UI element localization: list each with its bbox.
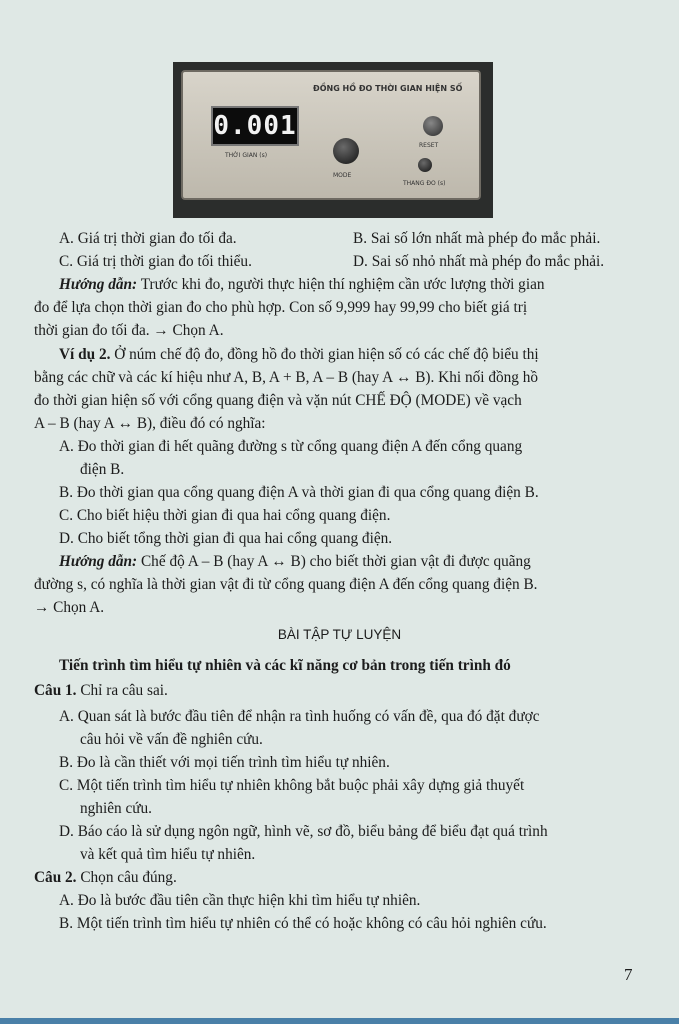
guide-text: Chế độ A – B (hay A ↔ B) cho biết thời gian vật đi được quãng: [137, 553, 531, 570]
example-text: Ở núm chế độ đo, đồng hồ đo thời gian hiện số có các chế độ biểu thị: [110, 346, 539, 363]
example-2-line-2: bằng các chữ và các kí hiệu như A, B, A + B, A – B (hay A ↔ B). Khi nối đồng hồ: [34, 369, 539, 386]
option-a: A. Giá trị thời gian đo tối đa.: [59, 230, 237, 247]
question-label: Câu 2.: [34, 869, 77, 886]
question-2-option-b: B. Một tiến trình tìm hiểu tự nhiên có thể có hoặc không có câu hỏi nghiên cứu.: [59, 915, 547, 932]
guide-1-line-1: [59, 274, 545, 295]
guide-2-line-1: [59, 551, 531, 572]
question-1-option-c-2: nghiên cứu.: [80, 800, 153, 817]
guide-label: Hướng dẫn:: [59, 553, 138, 570]
timer-display: 0.001: [211, 106, 299, 146]
guide-2-line-2: đường s, có nghĩa là thời gian vật đi từ cổng quang điện A đến cổng quang điện B.: [34, 576, 538, 593]
example-2-line-1: [59, 344, 539, 365]
example-2-option-a-2: điện B.: [80, 461, 125, 478]
guide-2-line-3: → Chọn A.: [34, 599, 105, 616]
range-label: THANG ĐO (s): [403, 180, 446, 187]
mode-knob-icon: [333, 138, 359, 164]
question-label: Câu 1.: [34, 682, 77, 699]
time-label: THỜI GIAN (s): [225, 152, 268, 159]
question-text: Chỉ ra câu sai.: [76, 682, 168, 699]
example-2-option-d: D. Cho biết tổng thời gian đi qua hai cổng quang điện.: [59, 530, 393, 547]
option-b: B. Sai số lớn nhất mà phép đo mắc phải.: [353, 230, 601, 247]
device-title: ĐỒNG HỒ ĐO THỜI GIAN HIỆN SỐ: [313, 84, 463, 93]
subsection-title: Tiến trình tìm hiểu tự nhiên và các kĩ năng cơ bản trong tiến trình đó: [59, 657, 511, 674]
question-1-stem: [34, 680, 168, 701]
question-1-option-a-2: câu hỏi về vấn đề nghiên cứu.: [80, 731, 263, 748]
mode-label: MODE: [333, 172, 352, 179]
guide-1-line-3: thời gian đo tối đa. → Chọn A.: [34, 322, 224, 339]
reset-button-icon: [423, 116, 443, 136]
example-2-line-3: đo thời gian hiện số với cổng quang điện và vặn nút CHẾ ĐỘ (MODE) về vạch: [34, 392, 522, 409]
example-2-option-c: C. Cho biết hiệu thời gian đi qua hai cổng quang điện.: [59, 507, 391, 524]
example-2-option-b: B. Đo thời gian qua cổng quang điện A và thời gian đi qua cổng quang điện B.: [59, 484, 539, 501]
option-c: C. Giá trị thời gian đo tối thiểu.: [59, 253, 252, 270]
digital-timer-device: [181, 70, 481, 200]
guide-text: Trước khi đo, người thực hiện thí nghiệm cần ước lượng thời gian: [137, 276, 545, 293]
question-text: Chọn câu đúng.: [76, 869, 177, 886]
option-d: D. Sai số nhỏ nhất mà phép đo mắc phải.: [353, 253, 605, 270]
example-label: Ví dụ 2.: [59, 346, 111, 363]
guide-label: Hướng dẫn:: [59, 276, 138, 293]
question-2-stem: [34, 867, 177, 888]
example-2-line-4: A – B (hay A ↔ B), điều đó có nghĩa:: [34, 415, 266, 432]
question-2-option-a: A. Đo là bước đầu tiên cần thực hiện khi tìm hiểu tự nhiên.: [59, 892, 421, 909]
page-number: 7: [624, 965, 633, 984]
range-knob-icon: [418, 158, 432, 172]
question-1-option-a-1: A. Quan sát là bước đầu tiên để nhận ra tình huống có vấn đề, qua đó đặt được: [59, 708, 540, 725]
reset-label: RESET: [419, 142, 439, 149]
bottom-bar: [0, 1018, 679, 1024]
guide-1-line-2: đo để lựa chọn thời gian đo cho phù hợp. Con số 9,999 hay 99,99 cho biết giá trị: [34, 299, 528, 316]
timer-photo: [173, 62, 493, 218]
section-title: BÀI TẬP TỰ LUYỆN: [277, 627, 402, 642]
question-1-option-d-2: và kết quả tìm hiểu tự nhiên.: [80, 846, 256, 863]
question-1-option-d-1: D. Báo cáo là sử dụng ngôn ngữ, hình vẽ, sơ đồ, biểu bảng để biểu đạt quá trình: [59, 823, 548, 840]
question-1-option-b: B. Đo là cần thiết với mọi tiến trình tìm hiểu tự nhiên.: [59, 754, 390, 771]
example-2-option-a-1: A. Đo thời gian đi hết quãng đường s từ cổng quang điện A đến cổng quang: [59, 438, 523, 455]
question-1-option-c-1: C. Một tiến trình tìm hiểu tự nhiên không bắt buộc phải xây dựng giả thuyết: [59, 777, 525, 794]
